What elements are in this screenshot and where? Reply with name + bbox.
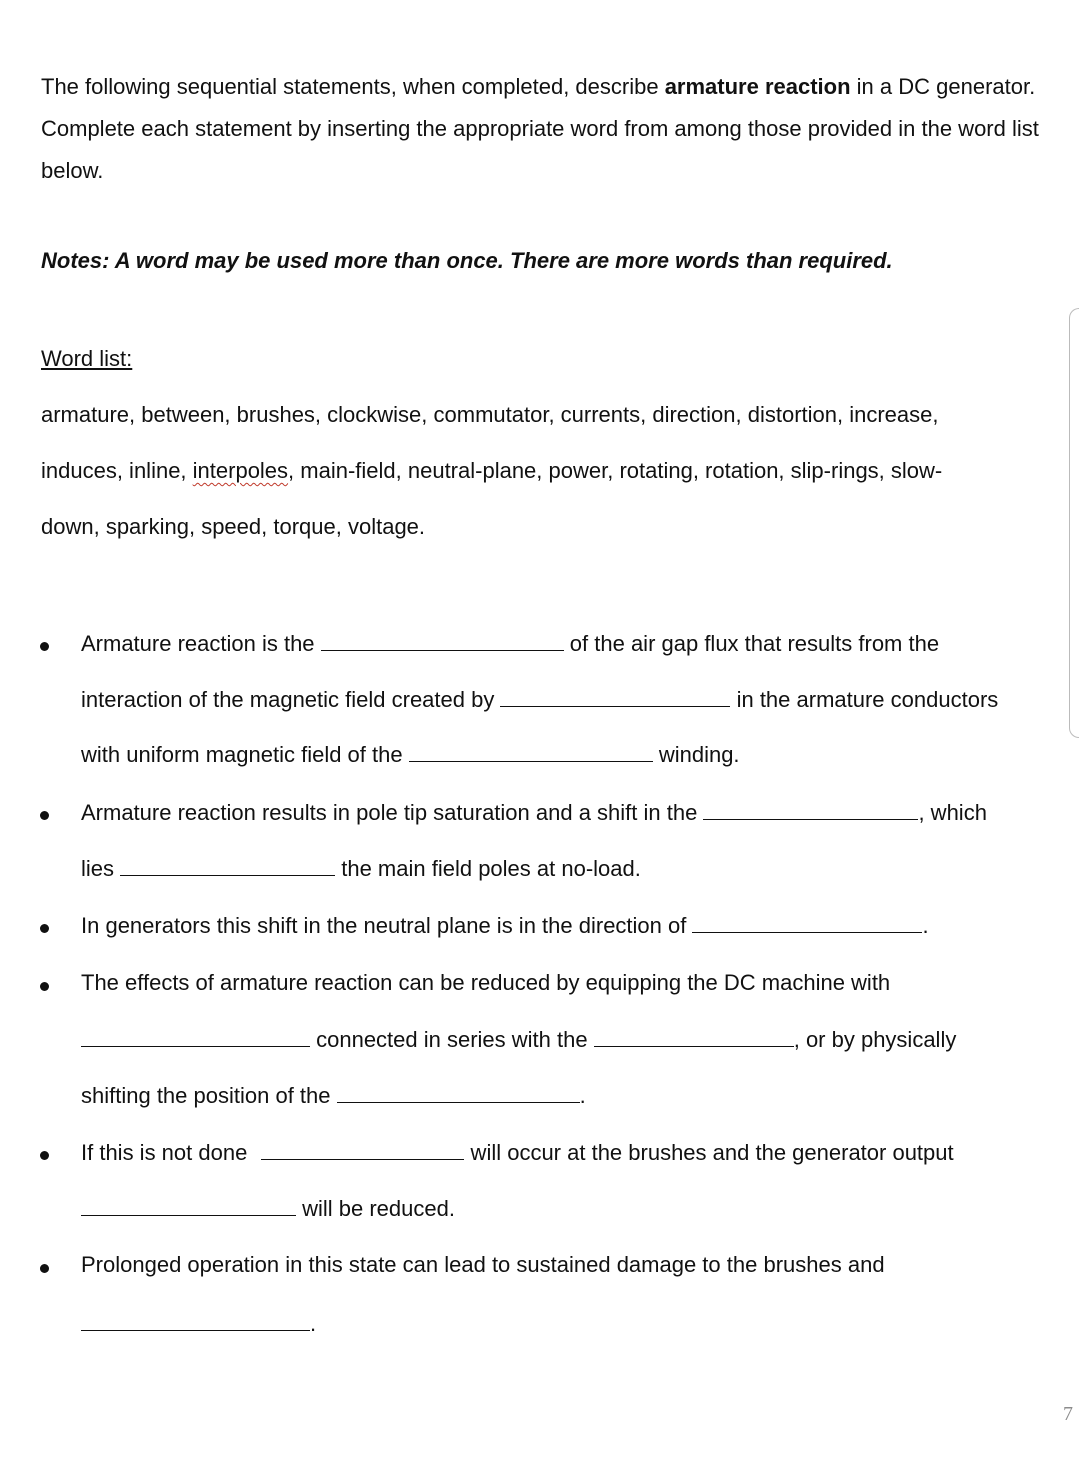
intro-bold-term: armature reaction: [664, 74, 851, 99]
side-scroll-tab[interactable]: [1069, 308, 1079, 738]
statement-1-line-2: interaction of the magnetic field created by in the armature conductors: [81, 687, 999, 712]
statement-5-line-1: If this is not done will occur at the brushes and the generator output: [81, 1140, 954, 1165]
bullet-6: [40, 1264, 49, 1273]
answer-blank[interactable]: [409, 741, 653, 762]
statement-4-line-3: shifting the position of the .: [81, 1083, 586, 1108]
answer-blank[interactable]: [261, 1139, 464, 1160]
intro-text-before: The following sequential statements, when completed, describe: [41, 74, 665, 99]
word-list-line-2: [41, 458, 1051, 484]
answer-blank[interactable]: [703, 799, 918, 820]
bullet-2: [40, 811, 49, 820]
answer-blank[interactable]: [594, 1026, 794, 1047]
word-list-heading: Word list:: [41, 346, 133, 371]
word-list-line-2-after: , main-field, neutral-plane, power, rotating, rotation, slip-rings, slow-: [288, 458, 943, 483]
word-list-line-1: armature, between, brushes, clockwise, commutator, currents, direction, distortion, increase,: [41, 402, 939, 427]
answer-blank[interactable]: [120, 855, 335, 876]
statement-4-line-1: The effects of armature reaction can be reduced by equipping the DC machine with: [81, 970, 891, 995]
intro-paragraph: [41, 66, 1041, 192]
statement-5-line-2: will be reduced.: [81, 1195, 455, 1222]
statement-2-line-2: lies the main field poles at no-load.: [81, 856, 641, 881]
word-list-line-2-before: induces, inline,: [41, 458, 193, 483]
answer-blank[interactable]: [321, 630, 564, 651]
answer-blank[interactable]: [81, 1310, 310, 1331]
intro-text-after: in a DC generator. Complete each statement by inserting the appropriate word from among those provided in the word list below.: [41, 74, 1039, 183]
answer-blank[interactable]: [81, 1195, 296, 1216]
bullet-3: [40, 924, 49, 933]
notes-line: Notes: A word may be used more than once. There are more words than required.: [41, 248, 893, 273]
statement-1-line-1: Armature reaction is the of the air gap flux that results from the: [81, 631, 940, 656]
answer-blank[interactable]: [81, 1026, 310, 1047]
answer-blank[interactable]: [337, 1082, 580, 1103]
answer-blank[interactable]: [500, 686, 730, 707]
statement-6-line-1: Prolonged operation in this state can lead to sustained damage to the brushes and: [81, 1252, 885, 1277]
statement-4-line-2: connected in series with the , or by physically: [81, 1026, 956, 1053]
statement-2-line-1: Armature reaction results in pole tip saturation and a shift in the , which: [81, 800, 987, 825]
bullet-1: [40, 642, 49, 651]
spellcheck-flagged-word: interpoles: [192, 458, 289, 483]
bullet-5: [40, 1151, 49, 1160]
statement-3-line-1: In generators this shift in the neutral plane is in the direction of .: [81, 913, 929, 938]
page-number: 7: [1063, 1403, 1073, 1425]
bullet-4: [40, 982, 49, 991]
answer-blank[interactable]: [692, 912, 922, 933]
word-list-line-3: down, sparking, speed, torque, voltage.: [41, 514, 426, 539]
statement-6-line-2: .: [81, 1310, 316, 1337]
statement-1-line-3: with uniform magnetic field of the winding.: [81, 742, 740, 767]
